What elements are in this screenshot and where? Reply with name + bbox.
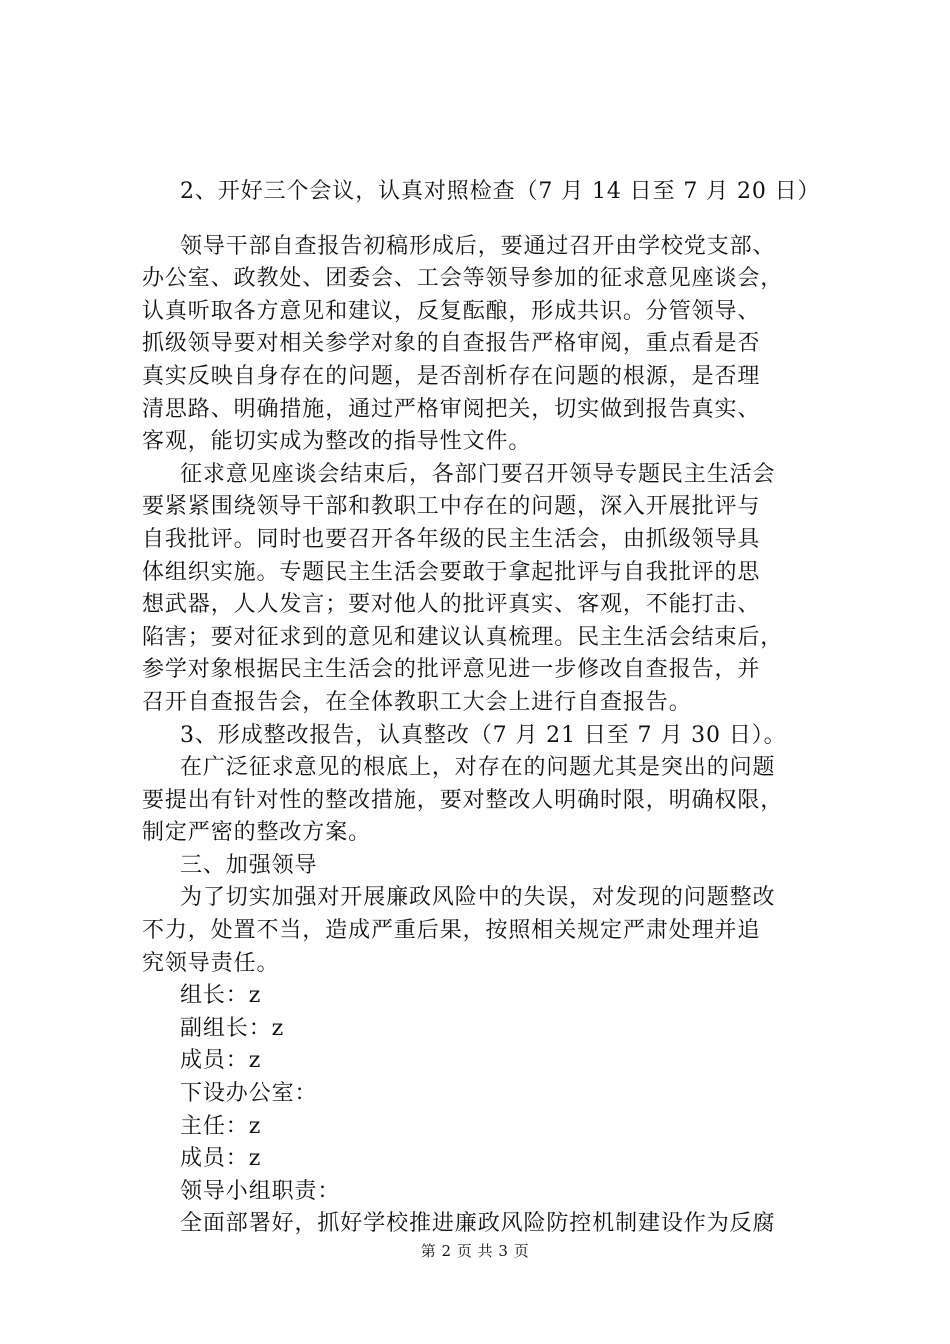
paragraph-line: 客观，能切实成为整改的指导性文件。	[142, 429, 532, 455]
paragraph-line: 陷害；要对征求到的意见和建议认真梳理。民主生活会结束后，	[142, 624, 784, 650]
paragraph-line: 为了切实加强对开展廉政风险中的失误，对发现的问题整改	[180, 885, 776, 911]
paragraph-line: 认真听取各方意见和建议，反复酝酿，形成共识。分管领导、	[142, 298, 761, 324]
paragraph-line: 不力，处置不当，造成严重后果，按照相关规定严肃处理并追	[142, 918, 761, 944]
paragraph-line: 真实反映自身存在的问题，是否剖析存在问题的根源，是否理	[142, 363, 761, 389]
paragraph-line: 领导干部自查报告初稿形成后，要通过召开由学校党支部、	[180, 233, 776, 259]
section-heading-rectification: 3、形成整改报告，认真整改（7 月 21 日至 7 月 30 日）。	[180, 722, 787, 748]
paragraph-line: 自我批评。同时也要召开各年级的民主生活会，由抓级领导具	[142, 526, 761, 552]
office-members-line: 成员：z	[180, 1146, 262, 1172]
paragraph-line: 想武器，人人发言；要对他人的批评真实、客观，不能打击、	[142, 592, 761, 618]
paragraph-line: 全面部署好，抓好学校推进廉政风险防控机制建设作为反腐	[180, 1211, 776, 1237]
paragraph-line: 在广泛征求意见的根底上，对存在的问题尤其是突出的问题	[180, 755, 776, 781]
office-line: 下设办公室：	[180, 1081, 318, 1107]
paragraph-line: 体组织实施。专题民主生活会要敢于拿起批评与自我批评的思	[142, 559, 761, 585]
section-heading-leadership: 三、加强领导	[180, 852, 318, 878]
page-number-footer: 第 2 页 共 3 页	[420, 1242, 530, 1260]
paragraph-line: 征求意见座谈会结束后，各部门要召开领导专题民主生活会	[180, 461, 776, 487]
paragraph-line: 要紧紧围绕领导干部和教职工中存在的问题，深入开展批评与	[142, 494, 761, 520]
group-leader-line: 组长：z	[180, 983, 262, 1009]
paragraph-line: 究领导责任。	[142, 950, 280, 976]
duties-heading: 领导小组职责：	[180, 1178, 341, 1204]
deputy-leader-line: 副组长：z	[180, 1015, 285, 1041]
section-heading-meetings: 2、开好三个会议，认真对照检查（7 月 14 日至 7 月 20 日）	[180, 179, 821, 204]
paragraph-line: 清思路、明确措施，通过严格审阅把关，切实做到报告真实、	[142, 396, 761, 422]
paragraph-line: 参学对象根据民主生活会的批评意见进一步修改自查报告，并	[142, 657, 761, 683]
document-body	[142, 176, 832, 1241]
paragraph-line: 召开自查报告会，在全体教职工大会上进行自查报告。	[142, 689, 692, 715]
director-line: 主任：z	[180, 1113, 262, 1139]
paragraph-line: 抓级领导要对相关参学对象的自查报告严格审阅，重点看是否	[142, 331, 761, 357]
paragraph-line: 制定严密的整改方案。	[142, 820, 372, 846]
members-line: 成员：z	[180, 1048, 262, 1074]
paragraph-line: 办公室、政教处、团委会、工会等领导参加的征求意见座谈会，	[142, 266, 784, 292]
paragraph-line: 要提出有针对性的整改措施，要对整改人明确时限，明确权限，	[142, 787, 784, 813]
